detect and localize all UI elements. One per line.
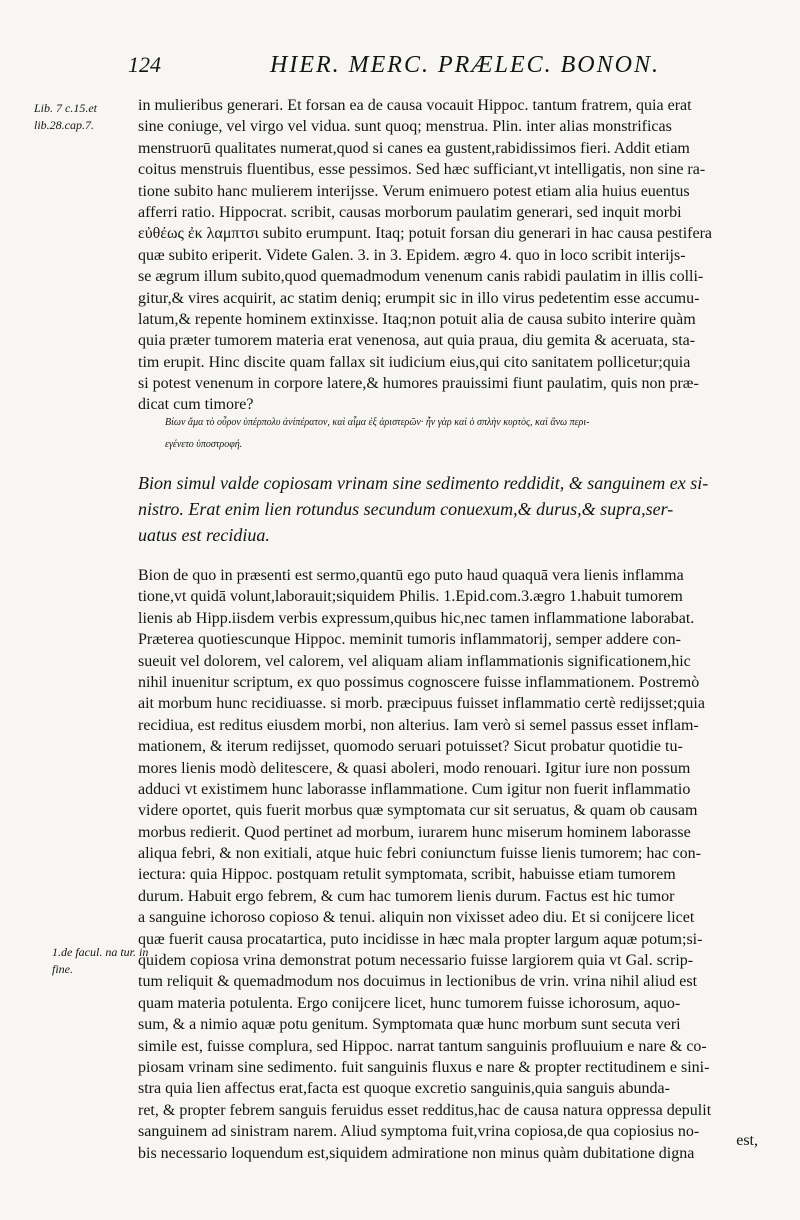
text-line: menstruorū qualitates numerat,quod si canes ea gustent,rabidissimos fieri. Addit etiam	[138, 139, 690, 157]
text-line: se ægrum illum subito,quod quemadmodum venenum canis rabidi paulatim in illis colli-	[138, 268, 704, 286]
text-line: in mulieribus generari. Et forsan ea de causa vocauit Hippoc. tantum fratrem, quia erat	[138, 97, 692, 114]
text-line: quia præter tumorem materia erat venenosa, aut quia praua, diu gemita & aceruata, sta-	[138, 332, 696, 350]
paragraph-discussion	[138, 565, 772, 1164]
text-line: morbus redierit. Quod pertinet ad morbum, iurarem hunc miserum hominem laborasse	[138, 823, 691, 841]
page-number: 124	[128, 52, 161, 77]
text-line: Bion de quo in præsenti est sermo,quantū ego puto haud quaquā vera lienis inflamma	[138, 567, 684, 584]
text-line: latum,& repente hominem extinxisse. Itaq;non potuit alia de causa subito interire quàm	[138, 310, 696, 328]
text-line: sanguinem ad sinistram narem. Aliud symptoma fuit,vrina copiosa,de qua copiosius no-	[138, 1123, 700, 1141]
text-line: a sanguine ichoroso copioso & tenui. aliquin non vixisset adeo diu. Et si conijcere licet	[138, 909, 695, 927]
catchword: est,	[736, 1132, 758, 1149]
margin-note: Lib. 7 c.15.et lib.28.cap.7.	[34, 101, 97, 132]
text-line: quidem copiosa vrina demonstrat potum necessario fuisse largiorem quia vt Gal. scrip-	[138, 952, 694, 970]
text-line: videre oportet, quis fuerit morbus quæ symptomata cur sit seruatus, & quam ob causam	[138, 802, 698, 820]
greek-line: εγένετο ὑποστροφή.	[165, 439, 243, 450]
text-line: coitus menstruis fluentibus, esse pessimos. Sed hæc sufficiant,vt intelligatis, non sine ra-	[138, 161, 706, 179]
paragraph-commentary	[138, 95, 772, 416]
text-line: aliqua febri, & non exitiali, atque huic febri coniunctum fuisse lienis tumorem; hac con-	[138, 845, 701, 863]
text-line: tione,vt quidā volunt,laborauit;siquidem Philis. 1.Epid.com.3.ægro 1.habuit tumorem	[138, 588, 683, 606]
text-line: Præterea quotiescunque Hippoc. meminit tumoris inflammatorij, semper addere con-	[138, 631, 681, 649]
text-line: recidiua, est reditus eiusdem morbi, non alterius. Iam verò si semel passus esset inflam-	[138, 716, 699, 734]
text-line: εὐθέως ἐκ λαμπτσι subito erumpunt. Itaq; potuit forsan diu generari in hac causa pestifera	[138, 225, 713, 243]
text-line: lienis ab Hipp.iisdem verbis expressum,quibus hic,nec tamen inflammatione laborabat.	[138, 609, 695, 627]
text-line: piosam vrinam sine sedimento. fuit sanguinis fluxus e nare & propter rectitudinem e sini-	[138, 1058, 710, 1076]
text-line: iectura: quia Hippoc. postquam retulit symptomata, scribit, habuisse etiam tumorem	[138, 866, 676, 884]
text-line: durum. Habuit ergo febrem, & cum hac tumorem lienis durum. Factus est hic tumor	[138, 887, 675, 905]
text-line: quam materia potulenta. Ergo conijcere licet, hunc tumorem fuisse ichorosum, aquo-	[138, 994, 681, 1012]
text-line: adduci vt existimem hunc laborasse inflammatione. Cum igitur non fuerit inflammatio	[138, 780, 691, 798]
page-header	[120, 52, 780, 80]
text-line: si potest venenum in corpore latere,& humores prauissimi fiunt paulatim, quis non præ-	[138, 375, 699, 393]
text-line: quæ fuerit causa procatartica, puto incidisse in hæc mala propter largum aquæ potum;si-	[138, 930, 703, 948]
lemma-line: nistro. Erat enim lien rotundus secundum conuexum,& durus,& supra,ser-	[138, 499, 674, 519]
text-line: nihil inuenitur scriptum, ex quo possimus cognoscere fuisse inflammationem. Postremò	[138, 673, 700, 691]
greek-quotation	[165, 412, 775, 456]
text-line: sueuit vel dolorem, vel calorem, vel aliquam aliam inflammationis significationem,hic	[138, 652, 691, 670]
text-line: tum reliquit & quemadmodum nos docuimus in lectionibus de vrin. vrina nihil aliud est	[138, 973, 698, 991]
text-line: ret, & propter febrem sanguis feruidus esset redditus,hac de causa natura oppressa depulit	[138, 1101, 712, 1119]
latin-lemma	[138, 470, 772, 548]
text-line: afferri ratio. Hippocrat. scribit, causas morborum paulatim generari, sed inquit morbi	[138, 203, 682, 221]
greek-line: Βίων ἄμα τὸ οὖρον ὑπέρπολυ ἀνίπέρατον, καὶ αἷμα ἐξ ἀριστερῶν· ἦν γὰρ καὶ ὁ σπλὴν κυρτὸς, καὶ ἄνω περι-	[165, 417, 590, 428]
text-line: sine coniuge, vel virgo vel vidua. sunt quoq; menstrua. Plin. inter alias monstrificas	[138, 118, 672, 136]
text-line: simile est, fuisse complura, sed Hippoc. narrat tantum sanguinis profluuium e nare & co-	[138, 1037, 707, 1055]
text-line: sum, & a nimio aquæ potu genitum. Symptomata quæ hunc morbum sunt secuta veri	[138, 1016, 681, 1034]
text-line: ait morbum hunc recidiuasse. si morb. præcipuus fuisset inflammatio certè redijsset;quia	[138, 695, 705, 713]
lemma-line: Bion simul valde copiosam vrinam sine sedimento reddidit, & sanguinem ex si-	[138, 473, 709, 493]
text-line: bis necessario loquendum est,siquidem admiratione non minus quàm dubitatione digna	[138, 1144, 695, 1162]
text-line: tim erupit. Hinc discite quam fallax sit iudicium eius,qui cito sanitatem pollicetur;quia	[138, 353, 691, 371]
running-head: HIER. MERC. PRÆLEC. BONON.	[270, 52, 660, 78]
text-line: mationem, & iterum redijsset, quomodo seruari potuisset? Sicut probatur quotidie tu-	[138, 738, 683, 756]
text-line: mores lienis modò delitescere, & quasi aboleri, modo renouari. Igitur iure non possum	[138, 759, 691, 777]
text-line: dicat cum timore?	[138, 396, 254, 414]
text-line: gitur,& vires acquirit, ac statim deniq; erumpit sic in illo virus pedetentim esse accumu-	[138, 289, 700, 307]
text-line: tione subito hanc mulierem interijsse. Verum enimuero potest etiam alia huius euentus	[138, 182, 690, 200]
text-line: stra quia lien affectus erat,facta est quoque excretio sanguinis,quia sanguis abunda-	[138, 1080, 670, 1098]
lemma-line: uatus est recidiua.	[138, 525, 270, 545]
margin-note: 1.de facul. na tur. in fine.	[52, 945, 149, 976]
text-line: quæ subito eriperit. Videte Galen. 3. in 3. Epidem. ægro 4. quo in loco scribit interijs-	[138, 246, 686, 264]
